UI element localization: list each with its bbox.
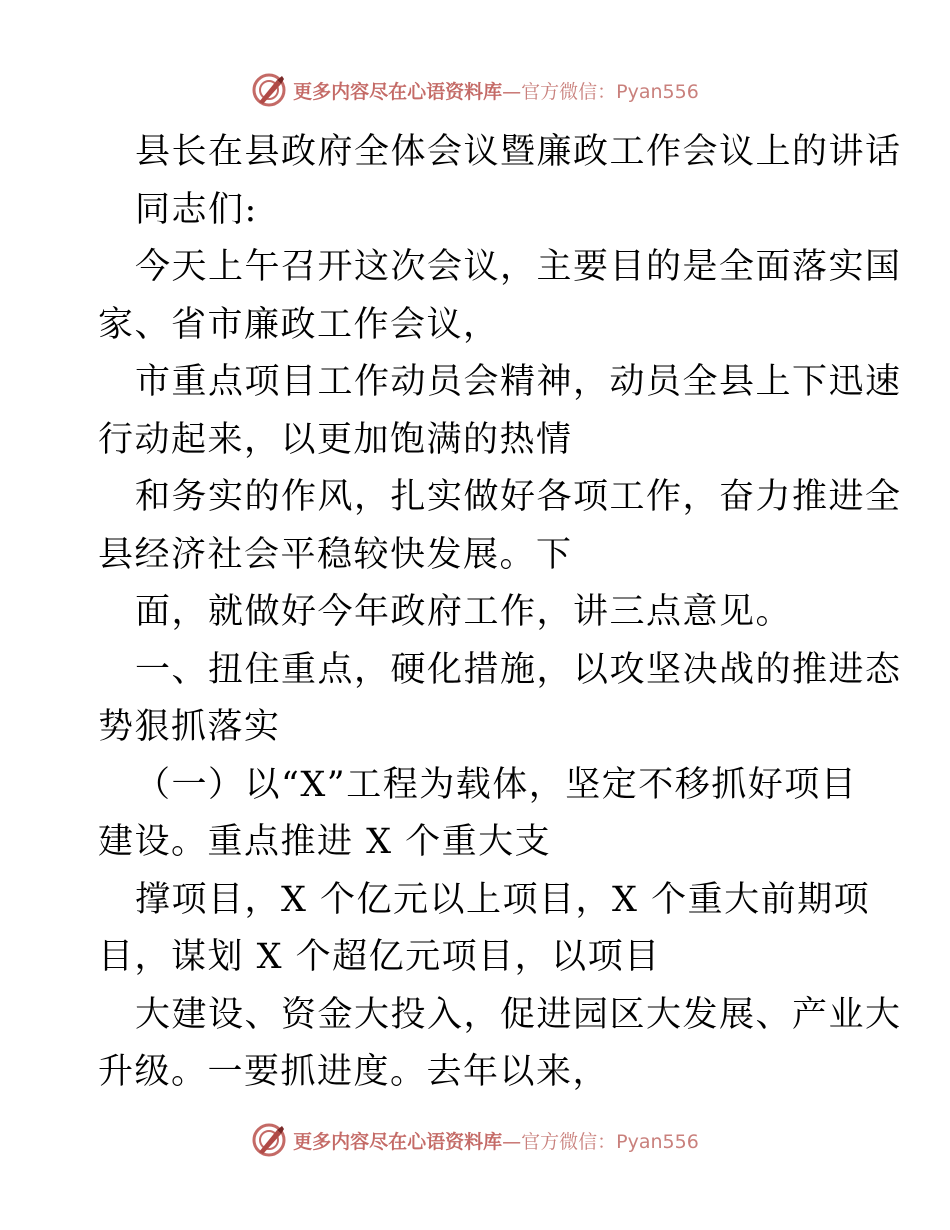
banner-text	[293, 1127, 699, 1154]
document-title: 县长在县政府全体会议暨廉政工作会议上的讲话	[135, 132, 902, 172]
paragraph-line: 今天上午召开这次会议，主要目的是全面落实国	[135, 247, 902, 287]
section-heading: 势狠抓落实	[98, 707, 281, 747]
paragraph-line: 行动起来，以更加饱满的热情	[98, 419, 573, 460]
paragraph-line: 县经济社会平稳较快发展。下	[98, 534, 573, 575]
paragraph-line: 建设。重点推进 X 个重大支	[98, 822, 552, 862]
banner-wechat: 官方微信：Pyan556	[521, 1130, 699, 1153]
banner-text	[293, 77, 699, 104]
banner-wechat: 官方微信：Pyan556	[521, 80, 699, 103]
paragraph-line: 撑项目，X 个亿元以上项目，X 个重大前期项	[135, 879, 871, 920]
paragraph-line: 市重点项目工作动员会精神，动员全县上下迅速	[135, 362, 902, 402]
document-body	[98, 124, 902, 1102]
paragraph-line: 目，谋划 X 个超亿元项目，以项目	[98, 937, 661, 977]
paragraph-line: 升级。一要抓进度。去年以来，	[98, 1052, 610, 1092]
banner-title: 更多内容尽在心语资料库	[293, 1130, 503, 1153]
header-watermark-banner	[0, 70, 950, 110]
paragraph-line: 家、省市廉政工作会议，	[98, 304, 500, 345]
banner-separator: —	[502, 80, 522, 103]
footer-watermark-banner	[0, 1120, 950, 1160]
paragraph-line: 大建设、资金大投入，促进园区大发展、产业大	[135, 994, 902, 1035]
banner-separator: —	[502, 1130, 522, 1153]
quill-pen-logo-icon	[251, 72, 287, 108]
subsection-heading: （一）以“X”工程为载体，坚定不移抓好项目	[135, 764, 858, 805]
quill-pen-logo-icon	[251, 1122, 287, 1158]
paragraph-line: 和务实的作风，扎实做好各项工作，奋力推进全	[135, 477, 902, 517]
section-heading: 一、扭住重点，硬化措施，以攻坚决战的推进态	[135, 649, 902, 690]
salutation: 同志们:	[135, 189, 258, 230]
banner-title: 更多内容尽在心语资料库	[293, 80, 503, 103]
paragraph-line: 面，就做好今年政府工作，讲三点意见。	[135, 592, 793, 632]
